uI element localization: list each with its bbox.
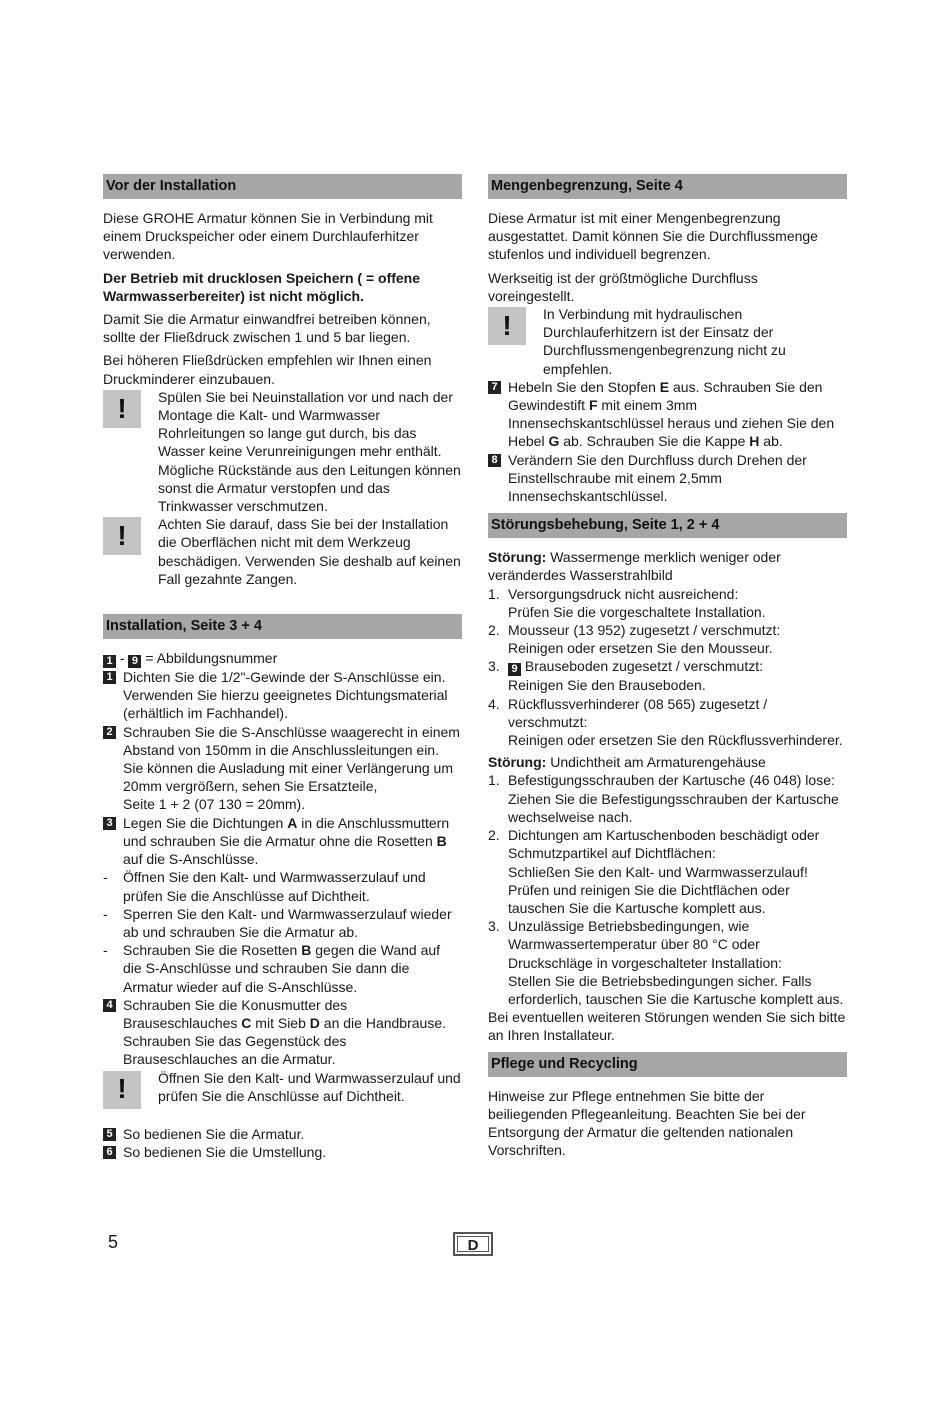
figure-number-badge: 9 <box>508 663 521 676</box>
step-item: 4 Schrauben Sie die Konusmutter des Brauseschlauches C mit Sieb D an die Handbrause. Schrauben Sie das Gegenstück des Brauseschlauches an die Armatur. <box>103 996 462 1069</box>
paragraph: Werkseitig ist der größtmögliche Durchfluss voreingestellt. <box>488 269 758 304</box>
section-header-mengenbegrenzung: Mengenbegrenzung, Seite 4 <box>488 174 847 199</box>
language-code: D <box>457 1236 489 1252</box>
warning-note <box>103 515 462 588</box>
paragraph: Diese Armatur ist mit einer Mengenbegrenzung ausgestattet. Damit können Sie die Durchflussmenge stufenlos und individuell begrenzen. <box>488 210 818 263</box>
exclamation-warning-icon: ! <box>103 390 141 428</box>
list-item: 2. Dichtungen am Kartuschenboden beschädigt oder Schmutzpartikel auf Dichtflächen: Schließen Sie den Kalt- und Warmwasserzulauf! Prüfen und reinigen Sie die Dichtflächen oder tauschen Sie die Kartusche komplett aus. <box>488 827 820 916</box>
paragraph: Damit Sie die Armatur einwandfrei betreiben können, sollte der Fließdruck zwischen 1 und 5 bar liegen. <box>103 311 431 346</box>
list-item: 3. Unzulässige Betriebsbedingungen, wie Warmwassertemperatur über 80 °C oder Druckschläge in vorgeschalteter Installation: Stellen Sie die Betriebsbedingungen sicher. Falls erforderlich, tauschen Sie die Kartusche komplett aus. <box>488 918 844 1007</box>
warning-text: In Verbindung mit hydraulischen Durchlauferhitzern ist der Einsatz der Durchflussmengenbegrenzung nicht zu empfehlen. <box>543 306 786 377</box>
language-badge <box>453 1232 493 1256</box>
figure-number-badge: 5 <box>103 1128 116 1141</box>
step-item: 8 Verändern Sie den Durchfluss durch Drehen der Einstellschraube mit einem 2,5mm Innensechskantschlüssel. <box>488 451 847 506</box>
paragraph: Bei höheren Fließdrücken empfehlen wir Ihnen einen Druckminderer einzubauen. <box>103 352 432 387</box>
warning-note <box>488 305 847 378</box>
figure-number-badge: 6 <box>103 1146 116 1159</box>
figure-number-badge: 7 <box>488 381 501 394</box>
step-item: 2 Schrauben Sie die S-Anschlüsse waagerecht in einem Abstand von 150mm in die Anschlussleitungen ein. Sie können die Ausladung mit einer Verlängerung um 20mm vergrößern, sehen Sie Ersatzteile, Seite 1 + 2 (07 130 = 20mm). <box>103 723 462 814</box>
exclamation-warning-icon: ! <box>488 307 526 345</box>
exclamation-warning-icon: ! <box>103 1071 141 1109</box>
figure-number-badge: 8 <box>488 454 501 467</box>
paragraph-bold: Der Betrieb mit drucklosen Speichern ( = offene Warmwasserbereiter) ist nicht möglich. <box>103 269 421 304</box>
list-item: 2. Mousseur (13 952) zugesetzt / verschmutzt: Reinigen oder ersetzen Sie den Mousseur. <box>488 622 781 657</box>
figure-number-badge: 9 <box>128 655 141 668</box>
left-column <box>103 174 462 1161</box>
list-item: 1. Befestigungsschrauben der Kartusche (46 048) lose: Ziehen Sie die Befestigungsschrauben der Kartusche wechselweise nach. <box>488 772 839 825</box>
section-header-stoerungsbehebung: Störungsbehebung, Seite 1, 2 + 4 <box>488 513 847 538</box>
figure-number-badge: 1 <box>103 671 116 684</box>
section-header-vor-der-installation: Vor der Installation <box>103 174 462 199</box>
exclamation-warning-icon: ! <box>103 517 141 555</box>
section-header-installation: Installation, Seite 3 + 4 <box>103 614 462 639</box>
fault-heading: Störung: Wassermenge merklich weniger oder veränderdes Wasserstrahlbild <box>488 549 781 584</box>
fault-heading: Störung: Undichtheit am Armaturengehäuse <box>488 754 766 771</box>
figure-number-badge: 4 <box>103 999 116 1012</box>
dash-item: - Schrauben Sie die Rosetten B gegen die Wand auf die S-Anschlüsse und schrauben Sie dann die Armatur wieder auf die S-Anschlüsse. <box>103 942 441 995</box>
paragraph: Diese GROHE Armatur können Sie in Verbindung mit einem Druckspeicher oder einem Durchlauferhitzer verwenden. <box>103 210 433 263</box>
step-item: 1 Dichten Sie die 1/2"-Gewinde der S-Anschlüsse ein. Verwenden Sie hierzu geeignetes Dichtungsmaterial (erhältlich im Fachhandel). <box>103 668 462 723</box>
figure-number-badge: 2 <box>103 726 116 739</box>
right-column <box>488 174 847 1164</box>
warning-note <box>103 388 462 515</box>
step-item: 7 Hebeln Sie den Stopfen E aus. Schrauben Sie den Gewindestift F mit einem 3mm Innensechskantschlüssel heraus und ziehen Sie den Hebel G ab. Schrauben Sie die Kappe H ab. <box>488 378 847 451</box>
figure-number-badge: 3 <box>103 817 116 830</box>
paragraph: Hinweise zur Pflege entnehmen Sie bitte der beiliegenden Pflegeanleitung. Beachten Sie bei der Entsorgung der Armatur die geltenden nationalen Vorschriften. <box>488 1087 806 1159</box>
list-item: 1. Versorgungsdruck nicht ausreichend: Prüfen Sie die vorgeschaltete Installation. <box>488 585 766 620</box>
step-item: 3 Legen Sie die Dichtungen A in die Anschlussmuttern und schrauben Sie die Armatur ohne die Rosetten B auf die S-Anschlüsse. <box>103 814 462 869</box>
paragraph: Bei eventuellen weiteren Störungen wenden Sie sich bitte an Ihren Installateur. <box>488 1009 846 1044</box>
figure-legend: 1 - 9 = Abbildungsnummer <box>103 649 462 668</box>
list-item: 3. 9 Brauseboden zugesetzt / verschmutzt: Reinigen Sie den Brauseboden. <box>488 658 764 694</box>
figure-number-badge: 1 <box>103 655 116 668</box>
step-item: 5 So bedienen Sie die Armatur. <box>103 1125 462 1143</box>
warning-note <box>103 1069 462 1111</box>
warning-text: Achten Sie darauf, dass Sie bei der Installation die Oberflächen nicht mit dem Werkzeug beschädigen. Verwenden Sie deshalb auf keinen Fall gezahnte Zangen. <box>158 516 461 587</box>
step-item: 6 So bedienen Sie die Umstellung. <box>103 1143 462 1161</box>
dash-item: - Öffnen Sie den Kalt- und Warmwasserzulauf und prüfen Sie die Anschlüsse auf Dichtheit. <box>103 869 426 904</box>
list-item: 4. Rückflussverhinderer (08 565) zugesetzt / verschmutzt: Reinigen oder ersetzen Sie den Rückflussverhinderer. <box>488 695 843 749</box>
warning-text: Spülen Sie bei Neuinstallation vor und nach der Montage die Kalt- und Warmwasser Rohrleitungen so lange gut durch, bis das Wasser keine Verunreinigungen mehr enthält. Mögliche Rückstände aus den Leitungen können sonst die Armatur verstopfen und das Trinkwasser verschmutzen. <box>158 388 461 515</box>
page-number: 5 <box>108 1232 119 1252</box>
warning-text: Öffnen Sie den Kalt- und Warmwasserzulauf und prüfen Sie die Anschlüsse auf Dichtheit. <box>158 1069 461 1104</box>
section-header-pflege-und-recycling: Pflege und Recycling <box>488 1052 847 1077</box>
dash-item: - Sperren Sie den Kalt- und Warmwasserzulauf wieder ab und schrauben Sie die Armatur ab. <box>103 905 452 940</box>
